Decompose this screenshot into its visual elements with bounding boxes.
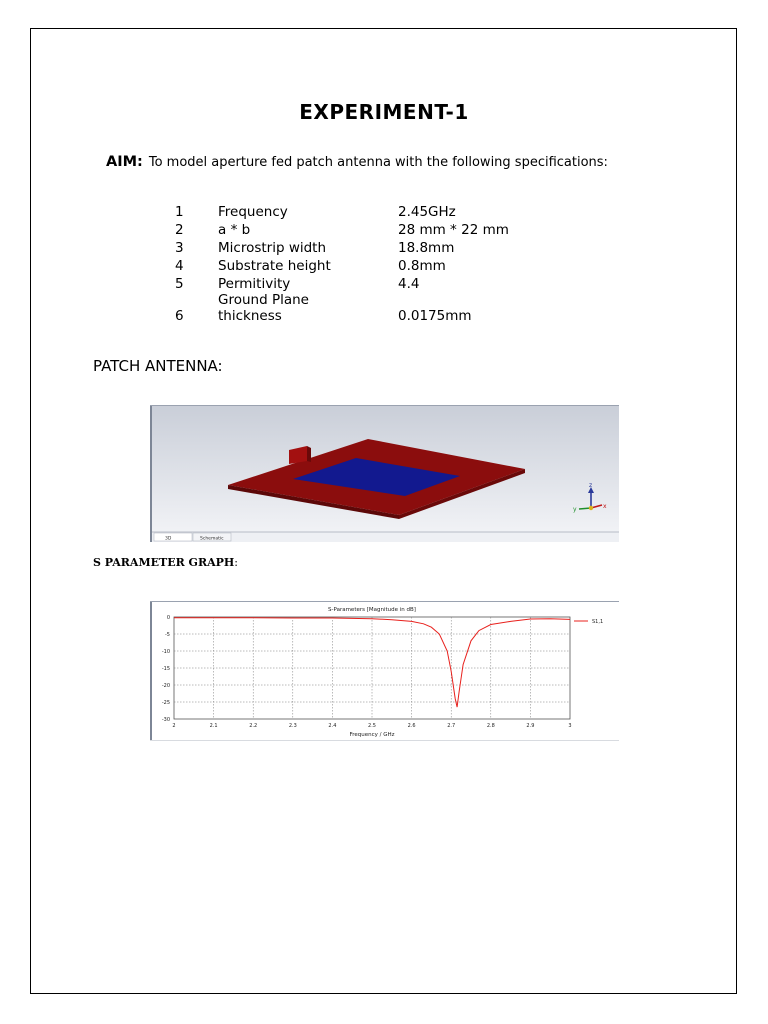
- sparameter-chart: [150, 601, 619, 741]
- spec-value: 0.8mm: [398, 258, 446, 274]
- spec-name: Microstrip width: [218, 240, 327, 256]
- feed-port-side: [307, 446, 311, 462]
- axis-y-label: y: [573, 506, 577, 513]
- legend-label: S1,1: [592, 619, 604, 625]
- spec-number: 5: [175, 276, 184, 292]
- x-tick-label: 2.3: [288, 723, 297, 729]
- x-tick-label: 2.9: [526, 723, 535, 729]
- y-tick-label: -20: [161, 683, 170, 689]
- sparameter-heading: [93, 556, 238, 569]
- tab-schematic-label: Schematic: [200, 536, 224, 542]
- aim-text: To model aperture fed patch antenna with the following specifications:: [148, 155, 608, 170]
- x-tick-label: 2.6: [407, 723, 416, 729]
- tab-3d-label: 3D: [165, 536, 172, 542]
- viewport-frame-left: [150, 405, 152, 542]
- spec-value: 0.0175mm: [398, 308, 472, 324]
- axis-x-label: x: [603, 503, 607, 510]
- spec-name: Permitivity: [218, 276, 291, 292]
- spec-value: 18.8mm: [398, 240, 455, 256]
- x-tick-label: 3: [568, 723, 572, 729]
- aim-paragraph: [106, 154, 608, 170]
- sparameter-heading-colon: :: [234, 556, 239, 569]
- spec-number: 3: [175, 240, 184, 256]
- viewport-frame-top: [150, 405, 619, 406]
- y-tick-label: -15: [161, 666, 170, 672]
- spec-value: 4.4: [398, 276, 420, 292]
- spec-name: a * b: [218, 222, 251, 238]
- spec-value: 28 mm * 22 mm: [398, 222, 509, 238]
- spec-value: 2.45GHz: [398, 204, 456, 220]
- antenna-3d-view: [150, 405, 619, 542]
- sparameter-chart-svg: [150, 601, 619, 741]
- x-tick-label: 2.4: [328, 723, 337, 729]
- y-tick-label: -30: [161, 717, 170, 723]
- x-tick-label: 2.5: [368, 723, 376, 729]
- y-tick-label: -10: [161, 649, 170, 655]
- spec-name: Substrate height: [218, 258, 331, 274]
- spec-number: 4: [175, 258, 184, 274]
- aim-label: AIM:: [106, 154, 143, 170]
- x-tick-label: 2.7: [447, 723, 456, 729]
- y-tick-label: 0: [166, 615, 170, 621]
- x-tick-label: 2.8: [486, 723, 495, 729]
- spec-number: 6: [175, 308, 184, 324]
- y-tick-label: -5: [165, 632, 170, 638]
- chart-title: S-Parameters [Magnitude in dB]: [328, 607, 416, 613]
- antenna-3d-svg: [150, 405, 619, 542]
- sparameter-heading-text: S PARAMETER GRAPH: [93, 556, 235, 569]
- chart-x-axis-label: Frequency / GHz: [349, 732, 395, 738]
- axis-z-label: z: [589, 482, 593, 489]
- spec-number: 1: [175, 204, 184, 220]
- spec-number: 2: [175, 222, 184, 238]
- tab-3d[interactable]: [154, 533, 192, 541]
- x-tick-label: 2.1: [209, 723, 218, 729]
- page-title: EXPERIMENT-1: [299, 100, 469, 124]
- spec-name: Frequency: [218, 204, 288, 220]
- spec-name: thickness: [218, 308, 282, 324]
- spec-name: Ground Plane: [218, 292, 309, 308]
- x-tick-label: 2: [172, 723, 176, 729]
- y-tick-label: -25: [161, 700, 170, 706]
- patch-antenna-heading: PATCH ANTENNA:: [93, 357, 223, 375]
- x-tick-label: 2.2: [249, 723, 258, 729]
